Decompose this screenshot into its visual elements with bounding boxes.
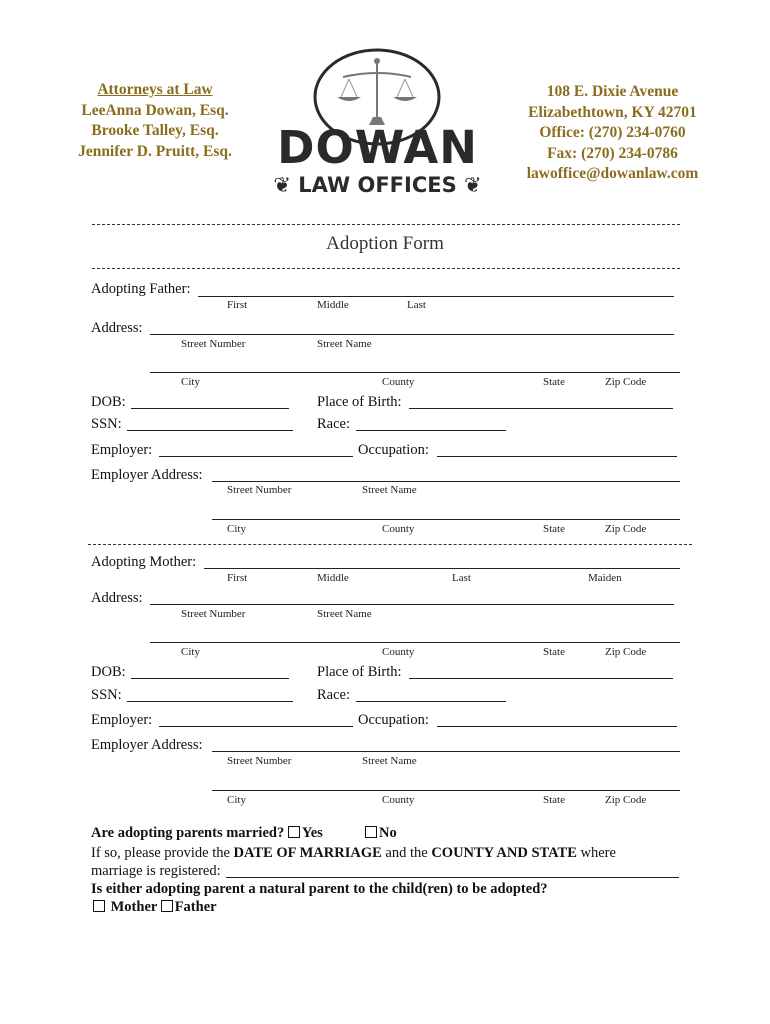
mother-city-field[interactable] [150, 642, 680, 643]
mother-dob-label: DOB: [91, 664, 126, 680]
marriage-registered-label: marriage is registered: [91, 863, 221, 879]
marriage-instructions: If so, please provide the DATE OF MARRIAGE and the COUNTY AND STATE where [91, 845, 616, 861]
father-employer-address-label: Employer Address: [91, 467, 203, 483]
attorney-name: LeeAnna Dowan, Esq. [81, 101, 229, 119]
mother-ssn-field[interactable] [127, 701, 293, 702]
first-name-caption: First [227, 572, 248, 584]
street-name-caption: Street Name [317, 608, 372, 620]
father-checkbox[interactable] [161, 900, 173, 912]
father-name-field[interactable] [198, 296, 674, 297]
street-number-caption: Street Number [227, 484, 292, 496]
married-yes-checkbox[interactable] [288, 826, 300, 838]
father-dob-label: DOB: [91, 394, 126, 410]
mother-employer-address-label: Employer Address: [91, 737, 203, 753]
logo-wordmark: DOWAN [277, 121, 478, 174]
father-employer-label: Employer: [91, 442, 153, 458]
street-name-caption: Street Name [362, 484, 417, 496]
attorney-name: Jennifer D. Pruitt, Esq. [78, 142, 232, 160]
father-occupation-field[interactable] [437, 456, 677, 457]
flourish-right-icon: ❦ [464, 173, 482, 197]
adopting-mother-label: Adopting Mother: [91, 554, 197, 570]
father-address-label: Address: [91, 320, 143, 336]
mother-address-label: Address: [91, 590, 143, 606]
attorneys-block [60, 80, 250, 162]
city-caption: City [227, 794, 246, 806]
natural-parent-question: Is either adopting parent a natural parent to the child(ren) to be adopted? [91, 881, 548, 897]
mother-name-field[interactable] [204, 568, 680, 569]
form-title: Adoption Form [326, 233, 444, 254]
street-number-caption: Street Number [227, 755, 292, 767]
father-dob-field[interactable] [131, 408, 289, 409]
flourish-left-icon: ❦ [273, 173, 291, 197]
county-caption: County [382, 794, 415, 806]
street-number-caption: Street Number [181, 608, 246, 620]
street-name-caption: Street Name [362, 755, 417, 767]
mother-checkbox[interactable] [93, 900, 105, 912]
street-address: 108 E. Dixie Avenue [546, 83, 679, 100]
adopting-father-label: Adopting Father: [91, 281, 191, 297]
maiden-name-caption: Maiden [588, 572, 622, 584]
mother-employer-field[interactable] [159, 726, 353, 727]
county-caption: County [382, 523, 415, 535]
street-number-caption: Street Number [181, 338, 246, 350]
father-ssn-field[interactable] [127, 430, 293, 431]
attorneys-heading: Attorneys at Law [97, 81, 213, 98]
city-caption: City [181, 376, 200, 388]
father-employer-field[interactable] [159, 456, 353, 457]
city-caption: City [181, 646, 200, 658]
state-caption: State [543, 794, 565, 806]
state-caption: State [543, 646, 565, 658]
state-caption: State [543, 376, 565, 388]
zip-caption: Zip Code [605, 646, 647, 658]
firm-logo [265, 45, 490, 205]
first-name-caption: First [227, 299, 248, 311]
father-race-field[interactable] [356, 430, 506, 431]
last-name-caption: Last [452, 572, 471, 584]
mother-pob-label: Place of Birth: [317, 664, 402, 680]
zip-caption: Zip Code [605, 523, 647, 535]
mother-option-label: Mother [110, 899, 158, 915]
street-name-caption: Street Name [317, 338, 372, 350]
county-caption: County [382, 376, 415, 388]
marriage-registered-field[interactable] [226, 877, 679, 878]
mother-dob-field[interactable] [131, 678, 289, 679]
father-option-label: Father [174, 899, 217, 915]
last-name-caption: Last [407, 299, 426, 311]
married-no-checkbox[interactable] [365, 826, 377, 838]
divider [92, 268, 680, 269]
city-caption: City [227, 523, 246, 535]
mother-race-label: Race: [317, 687, 351, 703]
father-race-label: Race: [317, 416, 351, 432]
married-question: Are adopting parents married? Yes [91, 825, 323, 841]
mother-employer-label: Employer: [91, 712, 153, 728]
county-caption: County [382, 646, 415, 658]
father-employer-city-field[interactable] [212, 519, 680, 520]
zip-caption: Zip Code [605, 794, 647, 806]
father-city-field[interactable] [150, 372, 680, 373]
logo-subtitle: ❦ LAW OFFICES ❦ [273, 173, 482, 197]
state-caption: State [543, 523, 565, 535]
email-address: lawoffice@dowanlaw.com [526, 165, 699, 182]
section-divider [88, 544, 692, 545]
middle-name-caption: Middle [317, 572, 349, 584]
divider [92, 224, 680, 225]
father-employer-street-field[interactable] [212, 481, 680, 482]
mother-pob-field[interactable] [409, 678, 673, 679]
mother-occupation-field[interactable] [437, 726, 677, 727]
father-pob-label: Place of Birth: [317, 394, 402, 410]
zip-caption: Zip Code [605, 376, 647, 388]
married-no-option [365, 825, 397, 842]
yes-label: Yes [301, 825, 323, 841]
city-state-zip: Elizabethtown, KY 42701 [528, 103, 697, 121]
attorney-name: Brooke Talley, Esq. [91, 122, 219, 139]
father-ssn-label: SSN: [91, 416, 122, 432]
father-street-field[interactable] [150, 334, 674, 335]
mother-race-field[interactable] [356, 701, 506, 702]
no-label: No [379, 825, 397, 841]
contact-block [510, 82, 715, 185]
mother-occupation-label: Occupation: [358, 712, 429, 728]
mother-ssn-label: SSN: [91, 687, 122, 703]
office-phone: Office: (270) 234-0760 [539, 124, 686, 141]
mother-street-field[interactable] [150, 604, 674, 605]
natural-parent-options [93, 899, 217, 916]
mother-employer-street-field[interactable] [212, 751, 680, 752]
father-occupation-label: Occupation: [358, 442, 429, 458]
father-pob-field[interactable] [409, 408, 673, 409]
mother-employer-city-field[interactable] [212, 790, 680, 791]
fax-number: Fax: (270) 234-0786 [547, 144, 678, 162]
middle-name-caption: Middle [317, 299, 349, 311]
